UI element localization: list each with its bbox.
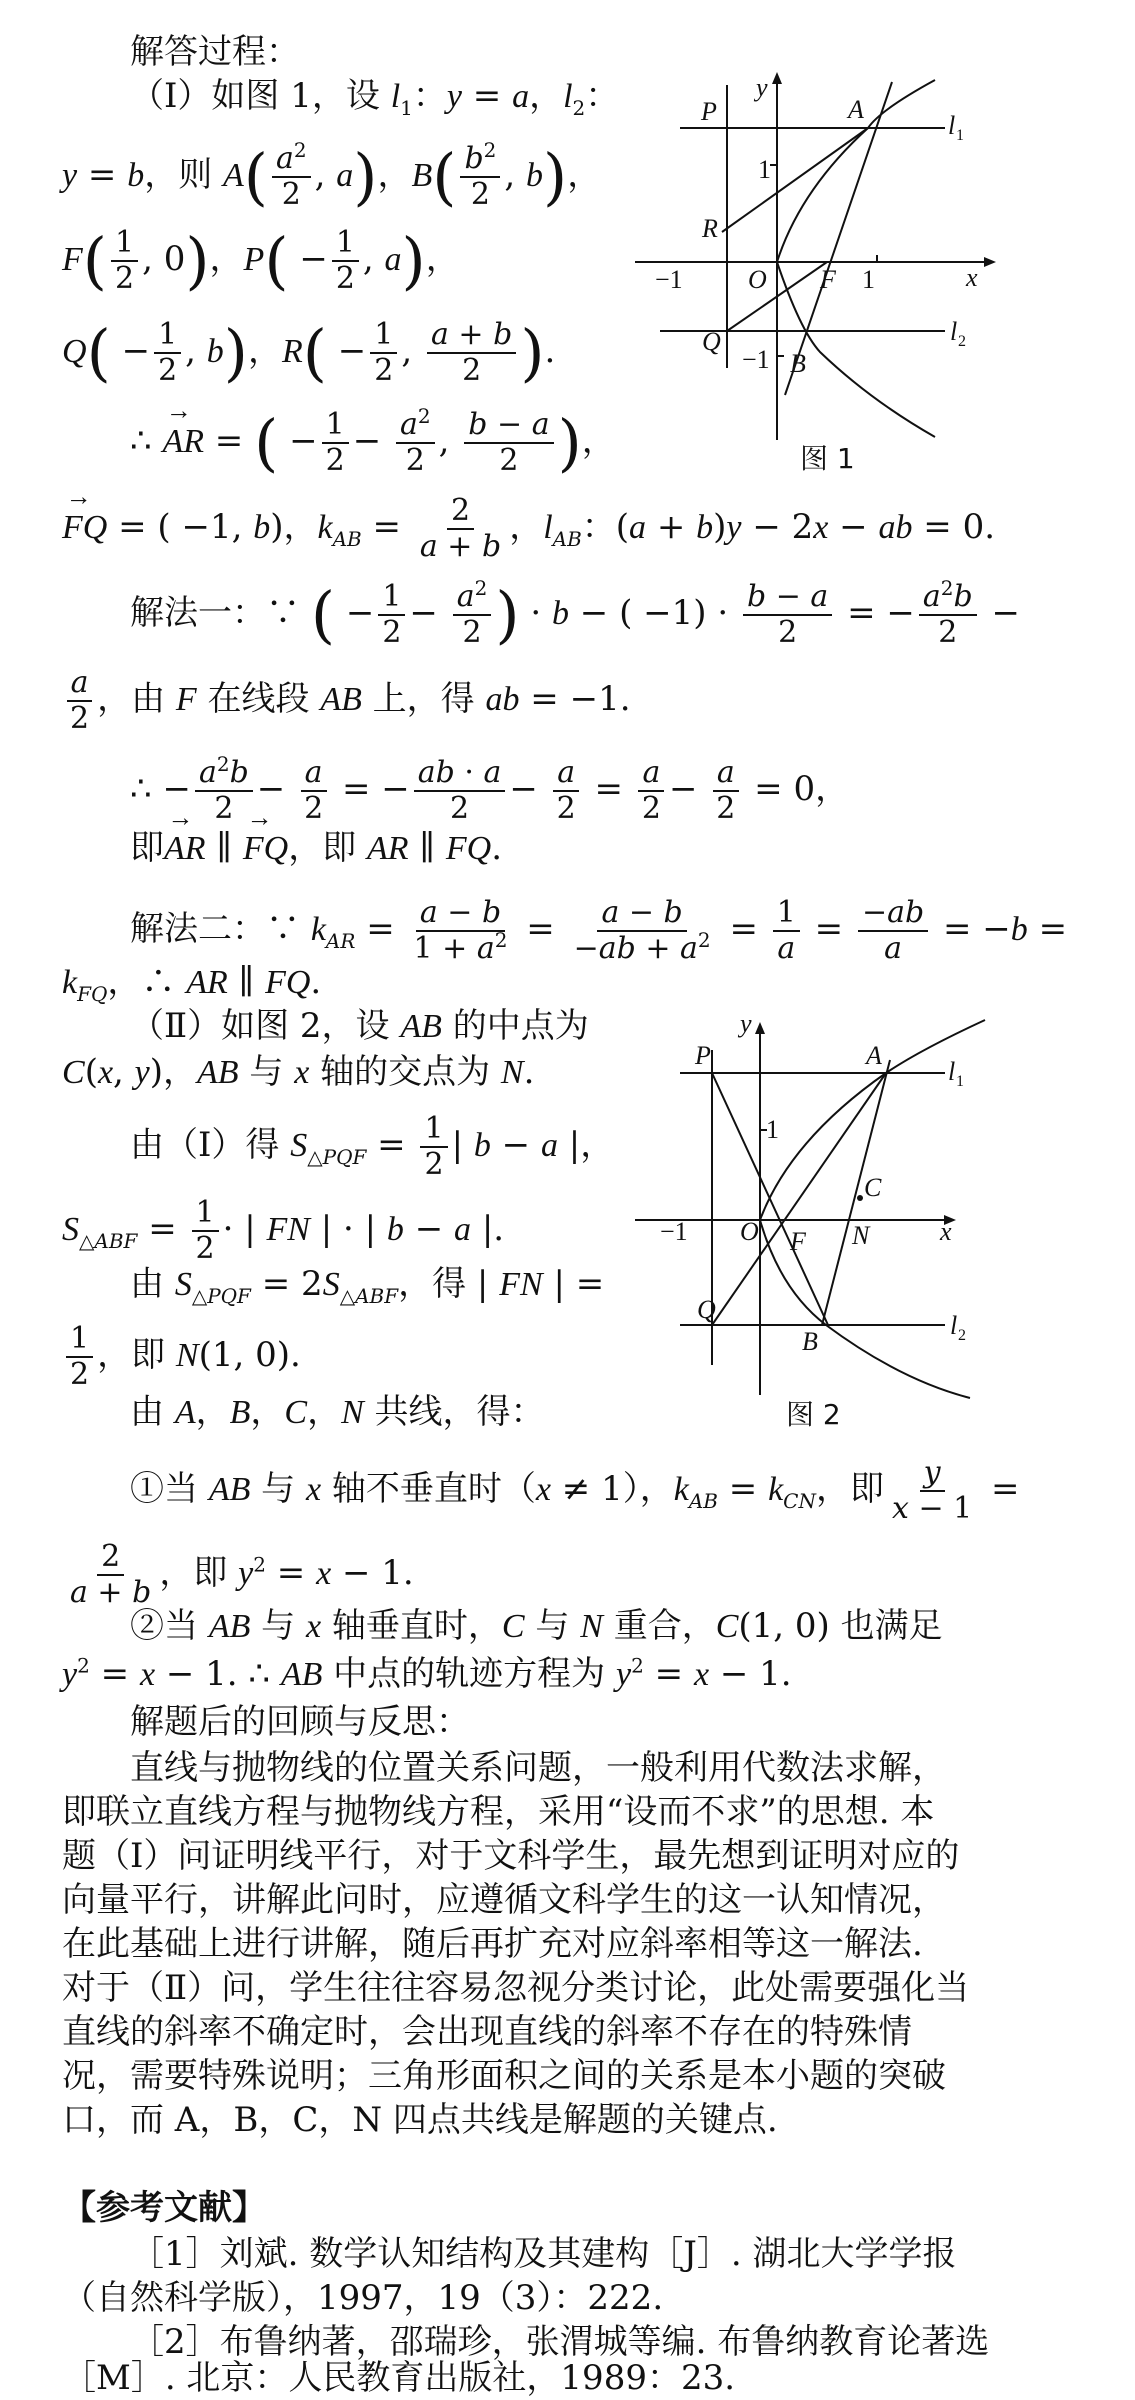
part1-points-QR: Q( − $\frac{1}{2}$ , b)，R( − $\frac{1}{2}$ , $\frac{a + b}{2}$ ). bbox=[62, 316, 556, 389]
fig2-label-neg1-x: −1 bbox=[660, 1217, 688, 1246]
fig2-label-l1: l bbox=[948, 1057, 956, 1086]
fig1-label-B: B bbox=[790, 349, 806, 378]
part2-case1-b: $\frac{2}{a + b}$ ，即 $y^2 = x - 1$. bbox=[70, 1539, 414, 1610]
method2-label: 解法二： bbox=[130, 909, 266, 949]
fig2-caption: 图 2 bbox=[786, 1398, 841, 1431]
fig1-label-one-y: 1 bbox=[758, 155, 771, 184]
fig2-label-one-y: 1 bbox=[766, 1115, 779, 1144]
figure-1 bbox=[625, 55, 1015, 495]
reference-2-line-a: ［2］布鲁纳著，邵瑞珍，张渭城等编. 布鲁纳教育论著选 bbox=[130, 2322, 990, 2362]
fig1-label-l1: l bbox=[948, 111, 956, 140]
method1-line-a: 解法一：∵ ( − $\frac{1}{2}$ − $\frac{a^2}{2}$ ) · b − ( −1) · $\frac{b - a}{2}$ = − $\frac{a^2b}{2}$ − bbox=[130, 576, 1021, 651]
fig1-label-l2-sub: 2 bbox=[958, 333, 966, 350]
reference-2-line-b: ［M］. 北京：人民教育出版社，1989：23. bbox=[62, 2358, 736, 2398]
fig2-label-B: B bbox=[802, 1327, 818, 1356]
reflection-line-2: 即联立直线方程与抛物线方程，采用“设而不求”的思想. 本 bbox=[62, 1792, 935, 1832]
fig2-label-Q: Q bbox=[697, 1295, 716, 1324]
reference-1-line-b: （自然科学版），1997，19（3）：222. bbox=[62, 2278, 664, 2318]
part1-intro: （Ⅰ）如图 1，设 $l_1$：y = a，$l_2$： bbox=[130, 76, 620, 120]
part2-cond-b: $\frac{1}{2}$ ，即 N(1, 0). bbox=[62, 1322, 301, 1392]
fig1-label-y: y bbox=[756, 73, 768, 102]
part2-cond-a: 由 $S_{\triangle PQF} = 2S_{\triangle ABF}$，得 | FN | = bbox=[130, 1264, 605, 1308]
method1-label: 解法一： bbox=[130, 593, 266, 633]
fig1-caption: 图 1 bbox=[800, 442, 855, 475]
section-title: 解答过程： bbox=[130, 32, 300, 72]
fig1-label-x: x bbox=[966, 263, 978, 292]
reflection-line-4: 向量平行，讲解此问时，应遵循文科学生的这一认知情况， bbox=[62, 1880, 946, 1920]
fig1-label-l1-sub: 1 bbox=[956, 127, 964, 144]
part1-vec-AR: ∴ → AR = ( − $\frac{1}{2}$ − $\frac{a^2}{2}$ , $\frac{b - a}{2}$ )， bbox=[130, 408, 616, 478]
fig2-label-l2-sub: 2 bbox=[958, 1327, 966, 1344]
reflection-line-1: 直线与抛物线的位置关系问题，一般利用代数法求解， bbox=[130, 1748, 946, 1788]
fig2-label-F: F bbox=[790, 1227, 806, 1256]
fig1-label-Q: Q bbox=[702, 327, 721, 356]
fig1-label-one-x: 1 bbox=[862, 265, 875, 294]
fig2-label-P: P bbox=[695, 1041, 711, 1070]
part2-area2: $S_{\triangle ABF}$ = $\frac{1}{2}$ · | FN | · | b − a |. bbox=[62, 1195, 505, 1266]
fig2-y-arrow bbox=[755, 1022, 765, 1034]
fig1-label-l2: l bbox=[950, 317, 958, 346]
fig1-parabola bbox=[777, 80, 935, 437]
reflection-line-8: 况，需要特殊说明；三角形面积之间的关系是本小题的突破 bbox=[62, 2056, 946, 2096]
part1-points-FP: F( $\frac{1}{2}$ , 0)，P( − $\frac{1}{2}$ , a)， bbox=[62, 224, 460, 297]
fig1-label-neg1-y: −1 bbox=[742, 345, 770, 374]
reflection-line-3: 题（Ⅰ）问证明线平行，对于文科学生，最先想到证明对应的 bbox=[62, 1836, 960, 1876]
fig1-label-neg1-x: −1 bbox=[655, 265, 683, 294]
reflection-line-9: 口，而 A，B，C，N 四点共线是解题的关键点. bbox=[62, 2100, 778, 2140]
fig2-label-l2: l bbox=[950, 1311, 958, 1340]
method1-line-b: $\frac{a}{2}$ ，由 F 在线段 AB 上，得 ab = −1. bbox=[62, 666, 631, 736]
part1-l2-eq: y = b，则 A( $\frac{a^2}{2}$ , a)，B( $\frac{b^2}{2}$ , b)， bbox=[62, 138, 602, 213]
fig2-label-O: O bbox=[740, 1217, 759, 1246]
method1-line-c: ∴ − $\frac{a^2b}{2}$ − $\frac{a}{2}$ = − $\frac{ab \cdot a}{2}$ − $\frac{a}{2}$ = $\frac{a}{2}$ − $\frac{a}{2}$ = 0， bbox=[130, 752, 850, 826]
fig2-label-y: y bbox=[740, 1009, 752, 1038]
reflection-title: 解题后的回顾与反思： bbox=[130, 1702, 470, 1742]
fig2-point-C bbox=[857, 1195, 863, 1201]
fig2-label-l1-sub: 1 bbox=[956, 1073, 964, 1090]
fig2-label-x: x bbox=[940, 1217, 952, 1246]
fig1-label-R: R bbox=[702, 214, 718, 243]
method2-line-a: 解法二：∵ $k_{AR}$ = $\frac{a - b}{1 + a^2}$ = $\frac{a - b}{-ab + a^2}$ = $\frac{1}{a}$ = $\frac{-ab}{a}$ = −b = bbox=[130, 895, 1068, 966]
part2-case2-a: ②当 AB 与 x 轴垂直时，C 与 N 重合，C(1, 0) 也满足 bbox=[130, 1606, 943, 1646]
part2-intro: （Ⅱ）如图 2，设 AB 的中点为 bbox=[130, 1006, 589, 1046]
reflection-line-7: 直线的斜率不确定时，会出现直线的斜率不存在的特殊情 bbox=[62, 2012, 912, 2052]
references-title: 【参考文献】 bbox=[62, 2188, 266, 2228]
method1-line-d: 即→ AR ∥ → FQ，即 AR ∥ FQ. bbox=[130, 826, 502, 871]
fig2-label-N: N bbox=[852, 1221, 870, 1250]
fig1-label-F: F bbox=[820, 265, 836, 294]
figure-2 bbox=[625, 1000, 1015, 1440]
part2-case1-a: ①当 AB 与 x 轴不垂直时（x ≠ 1），$k_{AB} = k_{CN}$，即 $\frac{y}{x - 1}$ = bbox=[130, 1455, 1020, 1526]
reference-1-line-a: ［1］刘斌. 数学认知结构及其建构［J］. 湖北大学学报 bbox=[130, 2234, 957, 2274]
method2-line-b: $k_{FQ}$，∴ AR ∥ FQ. bbox=[62, 962, 322, 1006]
fig1-x-arrow bbox=[984, 257, 996, 267]
part2-point-C: C(x, y)，AB 与 x 轴的交点为 N. bbox=[62, 1052, 535, 1092]
part2-collinear: 由 A，B，C，N 共线，得： bbox=[130, 1392, 545, 1432]
part1-vec-FQ: → FQ = ( −1, b)，$k_{AB}$ = $\frac{2}{a + b}$ ，$l_{AB}$：(a + b)y − 2x − ab = 0. bbox=[62, 494, 995, 564]
fig1-label-P: P bbox=[701, 97, 717, 126]
reflection-line-6: 对于（Ⅱ）问，学生往往容易忽视分类讨论，此处需要强化当 bbox=[62, 1968, 970, 2008]
fig1-y-arrow bbox=[772, 72, 782, 84]
part2-area1: 由（Ⅰ）得 $S_{\triangle PQF}$ = $\frac{1}{2}$ | b − a |， bbox=[130, 1111, 615, 1182]
reflection-line-5: 在此基础上进行讲解，随后再扩充对应斜率相等这一解法. bbox=[62, 1924, 923, 1964]
fig1-label-O: O bbox=[748, 265, 767, 294]
fig2-label-C: C bbox=[864, 1173, 882, 1202]
part2-case2-b: $y^2 = x - 1$. ∴ AB 中点的轨迹方程为 $y^2 = x - 1$. bbox=[62, 1653, 792, 1694]
fig2-label-A: A bbox=[866, 1041, 882, 1070]
fig1-label-A: A bbox=[848, 95, 864, 124]
